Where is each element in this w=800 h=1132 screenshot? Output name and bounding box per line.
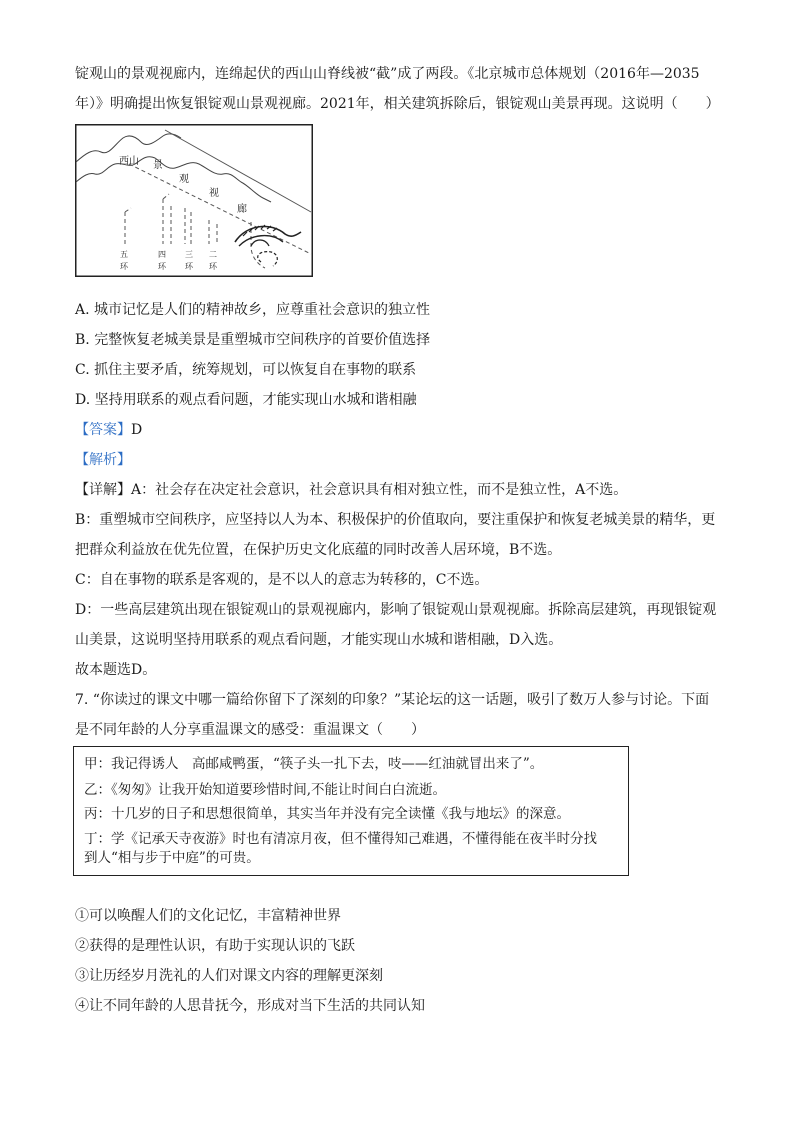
answer-tag: 【答案】 bbox=[75, 422, 131, 438]
q7-line-1: 7. “你读过的课文中哪一篇给你留下了深刻的印象？”某论坛的这一话题，吸引了数万人参与讨论。下面 bbox=[75, 692, 710, 708]
option-a: A. 城市记忆是人们的精神故乡，应尊重社会意识的独立性 bbox=[75, 302, 431, 318]
intro-line-1: 锭观山的景观视廊内，连绵起伏的西山山脊线被“截”成了两段。《北京城市总体规划（2016年—2035 bbox=[75, 66, 700, 82]
analysis-tag: 【解析】 bbox=[75, 452, 131, 468]
detail-d-1: D：一些高层建筑出现在银锭观山的景观视廊内，影响了银锭观山景观视廊。拆除高层建筑，再现银锭观 bbox=[75, 602, 717, 618]
option-b: B. 完整恢复老城美景是重塑城市空间秩序的首要价值选择 bbox=[75, 332, 431, 348]
label-ring4-b: 环 bbox=[158, 262, 166, 271]
detail-b-1: B：重塑城市空间秩序，应坚持以人为本、积极保护的价值取向，要注重保护和恢复老城美景的精华，更 bbox=[75, 512, 716, 528]
label-ring3-a: 三 bbox=[185, 250, 193, 259]
detail-a-text: A：社会存在决定社会意识，社会意识具有相对独立性，而不是独立性，A不选。 bbox=[131, 482, 628, 498]
statement-4: ④让不同年龄的人思昔抚今，形成对当下生活的共同认知 bbox=[75, 998, 425, 1014]
statement-1: ①可以唤醒人们的文化记忆，丰富精神世界 bbox=[75, 908, 341, 924]
corridor-line-lower bbox=[129, 164, 311, 254]
quote-yi: 乙：《匆匆》让我开始知道要珍惜时间,不能让时间白白流逝。 bbox=[84, 782, 447, 798]
detail-b-2: 把群众利益放在优先位置，在保护历史文化底蕴的同时改善人居环境，B不选。 bbox=[75, 542, 562, 558]
label-jing: 景 bbox=[153, 160, 163, 171]
label-ring5-a: 五 bbox=[120, 250, 128, 259]
quote-box bbox=[73, 746, 629, 876]
q7-line-2: 是不同年龄的人分享重温课文的感受：重温课文（ ） bbox=[75, 722, 425, 738]
option-c: C. 抓住主要矛盾，统筹规划，可以恢复自在事物的联系 bbox=[75, 362, 417, 378]
answer-value: D bbox=[131, 422, 143, 438]
label-ring5-b: 环 bbox=[120, 262, 128, 271]
quote-jia: 甲：我记得诱人 高邮咸鸭蛋，“筷子头一扎下去，吱——红油就冒出来了”。 bbox=[84, 756, 544, 772]
view-corridor-diagram bbox=[75, 124, 313, 277]
ring-road-3 bbox=[185, 208, 191, 244]
quote-ding-2: 到人“相与步于中庭”的可贵。 bbox=[84, 850, 260, 866]
analysis-line bbox=[75, 450, 131, 470]
quote-bing: 丙：十几岁的日子和思想很简单，其实当年并没有完全读懂《我与地坛》的深意。 bbox=[84, 806, 570, 822]
label-xishan: 西山 bbox=[119, 156, 139, 167]
mountain-ridge-lower bbox=[76, 157, 271, 202]
ring-road-4 bbox=[163, 194, 169, 244]
ring-road-5 bbox=[125, 208, 131, 244]
diagram-frame bbox=[76, 125, 313, 277]
detail-c: C：自在事物的联系是客观的，是不以人的意志为转移的，C不选。 bbox=[75, 572, 489, 588]
intro-line-2: 年）》明确提出恢复银锭观山景观视廊。2021年，相关建筑拆除后，银锭观山美景再现。这说明（ ） bbox=[75, 96, 720, 112]
label-shi: 视 bbox=[209, 188, 219, 199]
corridor-line-upper bbox=[165, 130, 311, 212]
quote-ding-1: 丁：学《记承天寺夜游》时也有清凉月夜，但不懂得知己难遇，不懂得能在夜半时分找 bbox=[84, 831, 597, 847]
label-ring4-a: 四 bbox=[158, 250, 166, 259]
label-ring2-a: 二 bbox=[209, 250, 217, 259]
detail-d-2: 山美景，这说明坚持用联系的观点看问题，才能实现山水城和谐相融，D入选。 bbox=[75, 632, 563, 648]
statement-2: ②获得的是理性认识，有助于实现认识的飞跃 bbox=[75, 938, 355, 954]
conclusion: 故本题选D。 bbox=[75, 662, 157, 678]
statement-3: ③让历经岁月洗礼的人们对课文内容的理解更深刻 bbox=[75, 968, 383, 984]
ring-road-2 bbox=[209, 220, 217, 244]
label-lang: 廊 bbox=[237, 204, 247, 215]
label-guan: 观 bbox=[179, 174, 189, 185]
option-d: D. 坚持用联系的观点看问题，才能实现山水城和谐相融 bbox=[75, 392, 417, 408]
detail-a bbox=[75, 480, 627, 500]
label-ring3-b: 环 bbox=[185, 262, 193, 271]
answer-line bbox=[75, 420, 142, 440]
label-ring2-b: 环 bbox=[209, 262, 217, 271]
detail-tag: 【详解】 bbox=[75, 482, 131, 498]
